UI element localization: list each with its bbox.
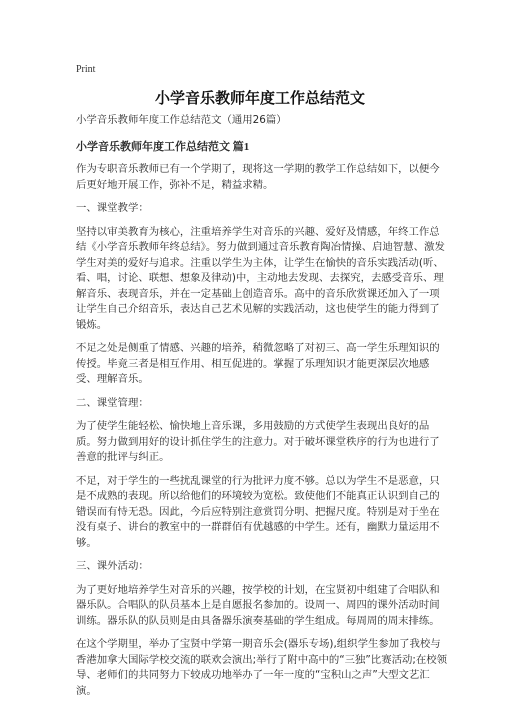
page-title: 小学音乐教师年度工作总结范文 xyxy=(154,89,365,107)
extracurricular-paragraph: 为了更好地培养学生对音乐的兴趣，按学校的计划，在宝贤初中组建了合唱队和器乐队。合唱队的队员基本上是自愿报名参加的。设周一、周四的课外活动时间训练。器乐队的队员则是由具备器乐演奏基础的学生组成。每周周的周末排练。 xyxy=(76,583,440,627)
article-subtitle: 小学音乐教师年度工作总结范文（通用26篇） xyxy=(76,114,287,126)
section-title: 小学音乐教师年度工作总结范文 篇1 xyxy=(76,140,250,153)
heading-extracurricular: 三、课外活动： xyxy=(76,560,149,572)
heading-classroom-management: 二、课堂管理： xyxy=(76,396,149,409)
print-link[interactable]: Print xyxy=(76,64,96,75)
events-paragraph: 在这个学期里，举办了宝贤中学第一期音乐会(器乐专场),组织学生参加了我校与香港加拿大国际学校交流的联欢会演出;举行了附中高中的“三独”比赛活动;在校领导、老师们的共同努力下较成功地举办了一年一度的“宝积山之声”大型文艺汇演。 xyxy=(76,638,448,697)
management-shortcomings-paragraph: 不足，对于学生的一些扰乱课堂的行为批评力度不够。总以为学生不是恶意，只是不成熟的表现。所以给他们的环境较为宽松。致使他们不能真正认识到自己的错误而有恃无恐。因此，今后应特别注意赏罚分明、把握尺度。特别是对于坐在没有桌子、讲台的教室中的一群群佰有优越感的中学生。还有，幽默力量运用不够。 xyxy=(76,474,440,549)
classroom-teaching-paragraph: 坚持以审美教育为核心，注重培养学生对音乐的兴趣、爱好及情感，年终工作总结《小学音乐教师年终总结》。努力做到通过音乐教育陶冶情操、启迪智慧、激发学生对美的爱好与追求。注重以学生为主体，让学生在愉快的音乐实践活动(听、看、唱，讨论、联想、想象及律动)中，主动地去发现、去探究，去感受音乐、理解音乐、表现音乐，并在一定基础上创造音乐。高中的音乐欣赏课还加入了一项让学生自己介绍音乐，表达自己艺术见解的实践活动，这也使学生的能力得到了锻炼。 xyxy=(76,225,445,331)
article-body xyxy=(76,113,448,707)
heading-classroom-teaching: 一、课堂教学： xyxy=(76,202,149,214)
intro-paragraph: 作为专职音乐教师已有一个学期了，现将这一学期的教学工作总结如下，以便今后更好地开展工作，弥补不足，精益求精。 xyxy=(76,163,440,191)
teaching-shortcomings-paragraph: 不足之处是侧重了情感、兴趣的培养，稍微忽略了对初三、高一学生乐理知识的传授。毕竟三者是相互作用、相互促进的。掌握了乐理知识才能更深层次地感受、理解音乐。 xyxy=(76,342,440,385)
classroom-management-paragraph: 为了使学生能轻松、愉快地上音乐课，多用鼓励的方式使学生表现出良好的品质。努力做到用好的设计抓住学生的注意力。对于破坏课堂秩序的行为也进行了善意的批评与纠正。 xyxy=(76,420,440,463)
